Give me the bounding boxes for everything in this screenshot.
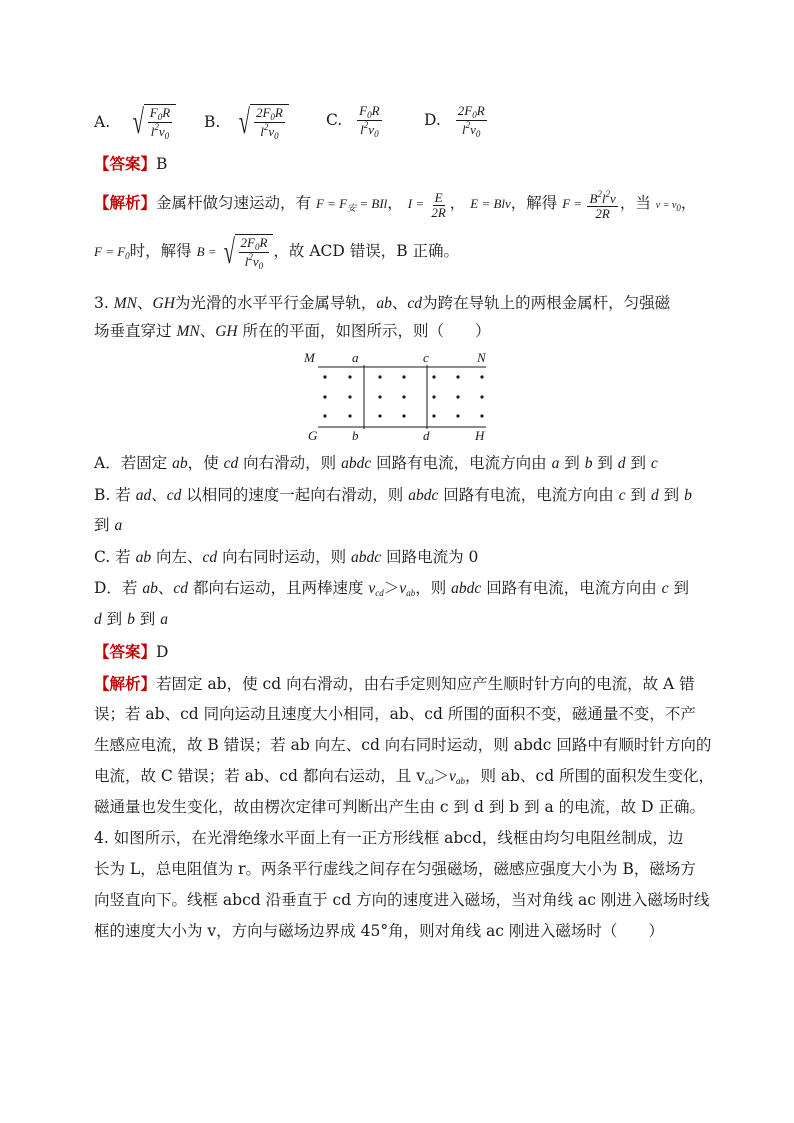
option-c-label: C. bbox=[326, 110, 343, 129]
analysis-text: 时，解得 bbox=[129, 241, 192, 260]
formula-v: $v = v_0$ bbox=[655, 200, 681, 214]
label-M: M bbox=[304, 350, 315, 365]
q3-answer bbox=[94, 644, 168, 661]
label-H: H bbox=[475, 428, 485, 443]
question-number: 3. bbox=[94, 294, 109, 312]
answer-value: B bbox=[156, 155, 168, 173]
label-c: c bbox=[423, 350, 429, 365]
label-d: d bbox=[423, 428, 430, 443]
q2-analysis-line1: 【解析】金属杆做匀速运动，有 $F = F_安$ = BIl， I = $\frac{E}{2R}$ ， E = Blv，解得 F = $\frac{B^2l^2v}{2R}$ ，当 $v = v_0$， bbox=[94, 189, 697, 221]
formula-b-result: B = √ $\frac{2F_0R}{l^2v_0}$ bbox=[197, 244, 274, 259]
q3-analysis-line3: 生感应电流，故 B 错误；若 ab 向左、cd 向右同时运动，则 abdc 回路中有顺时针方向的 bbox=[94, 736, 712, 754]
stem-text: 为跨在导轨上的两根金属杆，匀强磁 bbox=[422, 294, 671, 312]
label-G: G bbox=[308, 428, 318, 443]
q4-line1: 4. 如图所示，在光滑绝缘水平面上有一正方形线框 abcd，线框由均匀电阻丝制成，边 bbox=[94, 829, 684, 847]
stem-text: 所在的平面，如图所示，则（ ） bbox=[242, 322, 491, 340]
q3-option-c: C. 若 ab 向左、cd 向右同时运动，则 abdc 回路电流为 0 bbox=[94, 548, 479, 566]
option-b-label: B. bbox=[204, 112, 221, 131]
analysis-tag: 【解析】 bbox=[94, 674, 157, 693]
answer-value: D bbox=[156, 643, 169, 661]
option-a-label: A. bbox=[94, 112, 111, 131]
q2-answer bbox=[94, 156, 167, 173]
stem-text: 场垂直穿过 bbox=[94, 322, 172, 340]
q4-line4: 框的速度大小为 v，方向与磁场边界成 45°角，则对角线 ac 刚进入磁场时（ ） bbox=[94, 922, 664, 940]
formula-emf: E = Blv bbox=[470, 196, 511, 212]
option-a bbox=[94, 104, 176, 142]
formula-force: $F = F_安$ = BIl bbox=[315, 196, 388, 214]
option-d-formula: $\frac{2F_0R}{l^2v_0}$ bbox=[457, 103, 485, 140]
answer-tag: 【答案】 bbox=[94, 154, 157, 173]
option-b-formula: √ $\frac{2F_0R}{l^2v_0}$ bbox=[235, 104, 289, 142]
q3-option-d-cont: d 到 b 到 a bbox=[94, 610, 168, 628]
option-d-label: D. bbox=[424, 110, 441, 129]
formula-f0: $F = F_0$ bbox=[94, 243, 130, 261]
option-text: C. 若 bbox=[94, 548, 131, 566]
analysis-text: 电流，故 C 错误；若 ab、cd 都向右运动，且 v bbox=[94, 767, 426, 785]
answer-tag: 【答案】 bbox=[94, 642, 157, 661]
label-b: b bbox=[352, 428, 359, 443]
analysis-text: ，解得 bbox=[510, 194, 558, 213]
label-N: N bbox=[477, 350, 486, 365]
q3-analysis-line4: 电流，故 C 错误；若 ab、cd 都向右运动，且 $v_{cd}>v_{ab}$，则 ab、cd 所围的面积发生变化， bbox=[94, 767, 715, 786]
q3-analysis-line1 bbox=[94, 676, 695, 693]
option-d bbox=[424, 104, 489, 140]
q4-line3: 向竖直向下。线框 abcd 沿垂直于 cd 方向的速度进入磁场，当对角线 ac 刚进入磁场时线 bbox=[94, 891, 710, 909]
analysis-text: 若固定 ab，使 cd 向右滑动，由右手定则知应产生顺时针方向的电流，故 A 错 bbox=[156, 675, 695, 693]
q3-option-b: B. 若 ad、cd 以相同的速度一起向右滑动，则 abdc 回路有电流，电流方向由 c 到 d 到 b bbox=[94, 486, 692, 504]
q2-analysis-line2 bbox=[94, 234, 459, 272]
q3-option-b-cont: 到 a bbox=[94, 516, 123, 534]
formula-current: I = $\frac{E}{2R}$ bbox=[407, 190, 446, 220]
analysis-text: ，故 ACD 错误，B 正确。 bbox=[273, 241, 460, 260]
q3-stem-line2: 场垂直穿过 MN、GH 所在的平面，如图所示，则（ ） bbox=[94, 322, 491, 340]
field-dots bbox=[323, 375, 483, 417]
option-c-formula: $\frac{F_0R}{l^2v_0}$ bbox=[359, 103, 380, 140]
q3-option-a: A．若固定 ab，使 cd 向右滑动，则 abdc 回路有电流，电流方向由 a 到 b 到 d 到 c bbox=[94, 454, 658, 472]
q3-stem-line1: 3. MN、GH为光滑的水平平行金属导轨，ab、cd为跨在导轨上的两根金属杆，匀强磁 bbox=[94, 294, 671, 312]
analysis-text: ，当 bbox=[619, 194, 651, 213]
q3-analysis-line2: 误；若 ab、cd 同向运动且速度大小相同，ab、cd 所围的面积不变，磁通量不变，不产 bbox=[94, 705, 696, 723]
q3-diagram bbox=[300, 348, 500, 444]
q3-option-d: D．若 ab、cd 都向右运动，且两棒速度 $v_{cd}>v_{ab}$，则 abdc 回路有电流，电流方向由 c 到 bbox=[94, 579, 689, 598]
option-a-formula: √ $\frac{F_0R}{l^2v_0}$ bbox=[129, 104, 176, 142]
option-b bbox=[204, 104, 289, 142]
q4-line2: 长为 L，总电阻值为 r。两条平行虚线之间存在匀强磁场，磁感应强度大小为 B，磁场方 bbox=[94, 860, 696, 878]
analysis-text: ，则 ab、cd 所围的面积发生变化， bbox=[464, 767, 715, 785]
q3-analysis-line5: 磁通量也发生变化，故由楞次定律可判断出产生由 c 到 d 到 b 到 a 的电流，故 D 正确。 bbox=[94, 798, 705, 816]
analysis-text: 金属杆做匀速运动，有 bbox=[156, 194, 312, 213]
option-text: B. 若 bbox=[94, 486, 131, 504]
stem-text: 为光滑的水平平行金属导轨， bbox=[174, 294, 377, 312]
analysis-tag: 【解析】 bbox=[94, 193, 157, 213]
label-a: a bbox=[352, 350, 359, 365]
option-c bbox=[326, 104, 384, 140]
option-text: D．若 bbox=[94, 579, 138, 597]
option-text: A．若固定 bbox=[94, 454, 168, 472]
formula-f-result: F = $\frac{B^2l^2v}{2R}$ bbox=[562, 189, 616, 221]
